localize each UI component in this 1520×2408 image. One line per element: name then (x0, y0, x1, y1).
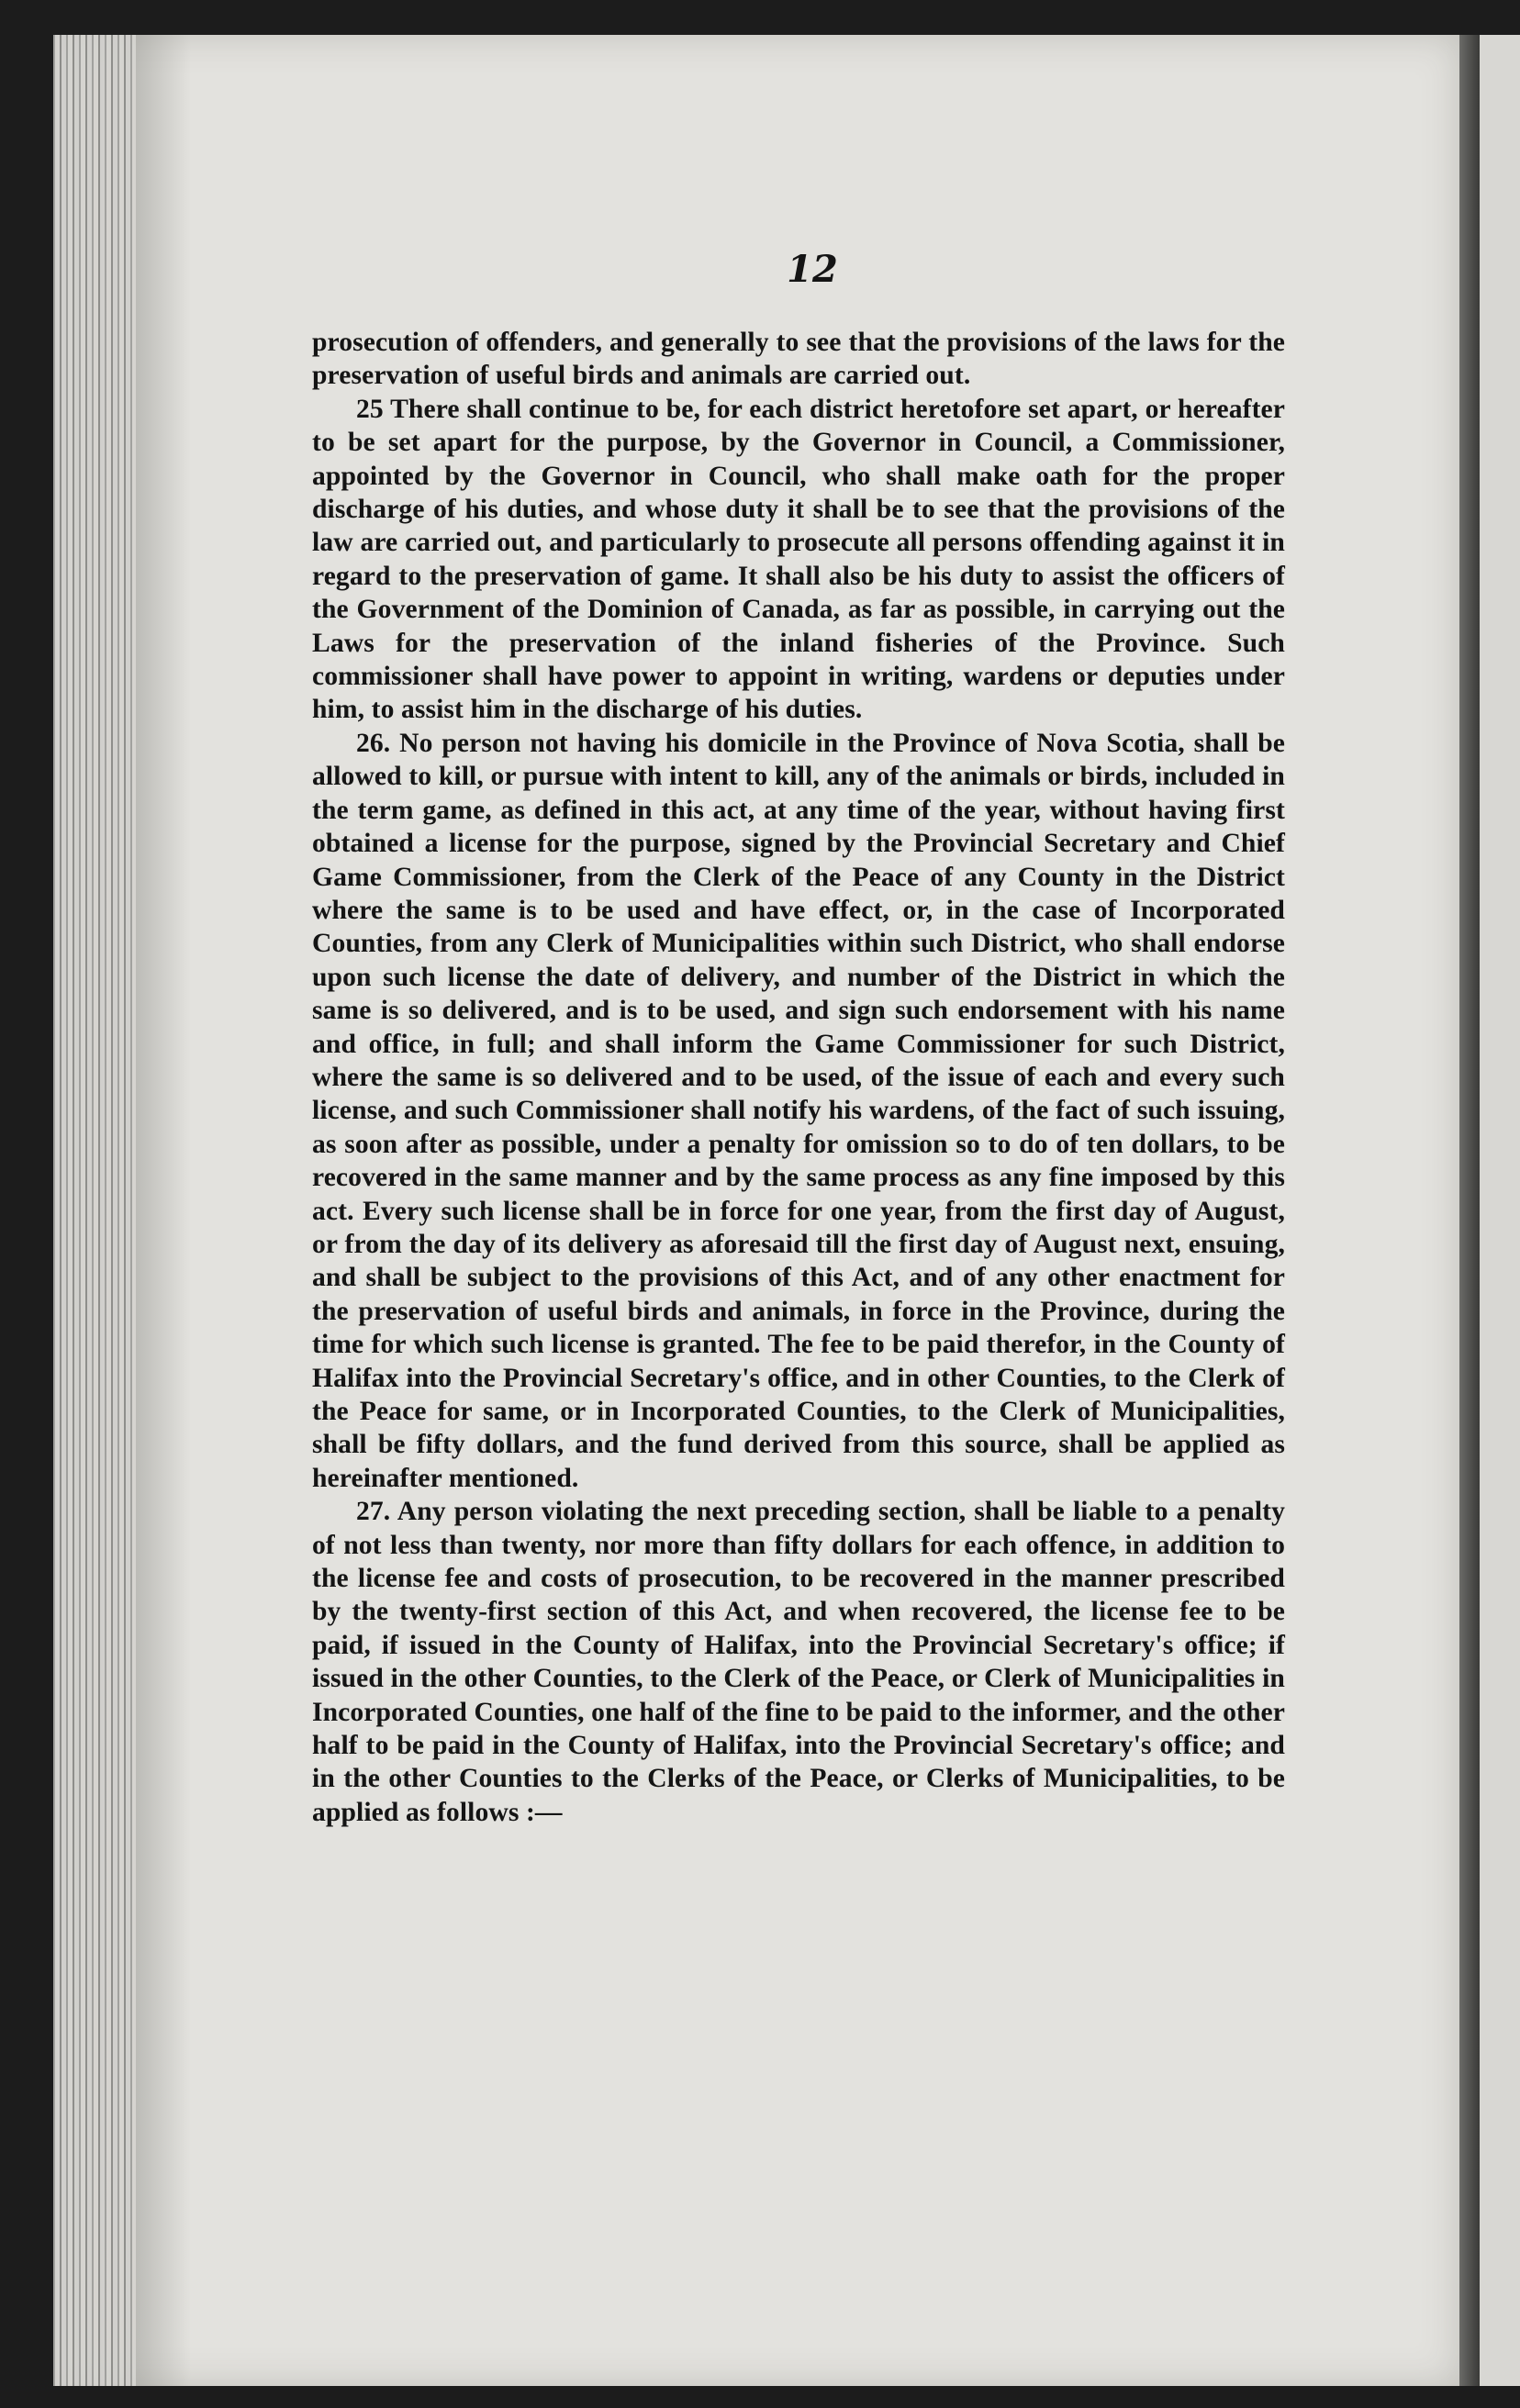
page-edges (53, 35, 136, 2386)
book-gutter (1459, 35, 1480, 2386)
paragraph-continuation: prosecution of offenders, and generally to see that the provisions of the laws for the preservation of useful birds and animals are carried out. (312, 328, 1285, 391)
paragraph-section-25: 25 There shall continue to be, for each district heretofore set apart, or hereafter to be set apart for the purpose, by the Governor in Council, a Commissioner, appointed by the Governor in Council, who shall make oath for the proper discharge of his duties, and whose duty it shall be to see that the provisions of the law are carried out, and particularly to prosecute all persons offending against it in regard to the preservation of game. It shall also be his duty to assist the officers of the Government of the Dominion of Canada, as far as possible, in carrying out the Laws for the preservation of the inland fisheries of the Province. Such commissioner shall have power to appoint in writing, wardens or deputies under him, to assist him in the discharge of his duties. (312, 394, 1285, 725)
page-edge-shadow (136, 35, 191, 2386)
adjacent-page-edge (1480, 35, 1520, 2386)
paragraph-section-27: 27. Any person violating the next preceding section, shall be liable to a penalty of not less than twenty, nor more than fifty dollars for each offence, in addition to the license fee and costs of prosecution, to be recovered in the manner prescribed by the twenty-first section of this Act, and when recovered, the license fee to be paid, if issued in the County of Halifax, into the Provincial Secretary's office; if issued in the other Counties, to the Clerk of the Peace, or Clerk of Municipalities in Incorporated Counties, one half of the fine to be paid to the informer, and the other half to be paid in the County of Halifax, into the Provincial Secretary's office; and in the other Counties to the Clerks of the Peace, or Clerks of Municipalities, to be applied as follows :— (312, 1497, 1285, 1827)
body-text (312, 326, 1285, 1829)
page-number: 12 (787, 248, 838, 291)
paragraph-section-26: 26. No person not having his domicile in the Province of Nova Scotia, shall be allowed to kill, or pursue with intent to kill, any of the animals or birds, included in the term game, as defined in this act, at any time of the year, without having first obtained a license for the purpose, signed by the Provincial Secretary and Chief Game Commissioner, from the Clerk of the Peace of any County in the District where the same is to be used and have effect, or, in the case of Incorporated Counties, from any Clerk of Municipalities within such District, who shall endorse upon such license the date of delivery, and number of the District in which the same is so delivered, and is to be used, and sign such endorsement with his name and office, in full; and shall inform the Game Commissioner for such District, where the same is so delivered and to be used, of the issue of each and every such license, and such Commissioner shall notify his wardens, of the fact of such issuing, as soon after as possible, under a penalty for omission so to do of ten dollars, to be recovered in the same manner and by the same process as any fine imposed by this act. Every such license shall be in force for one year, from the first day of August, or from the day of its delivery as aforesaid till the first day of August next, ensuing, and shall be subject to the provisions of this Act, and of any other enactment for the preservation of useful birds and animals, in force in the Province, during the time for which such license is granted. The fee to be paid therefor, in the County of Halifax into the Provincial Secretary's office, and in other Counties, to the Clerk of the Peace for same, or in Incorporated Counties, to the Clerk of Municipalities, shall be fifty dollars, and the fund derived from this source, shall be applied as hereinafter mentioned. (312, 728, 1285, 1493)
